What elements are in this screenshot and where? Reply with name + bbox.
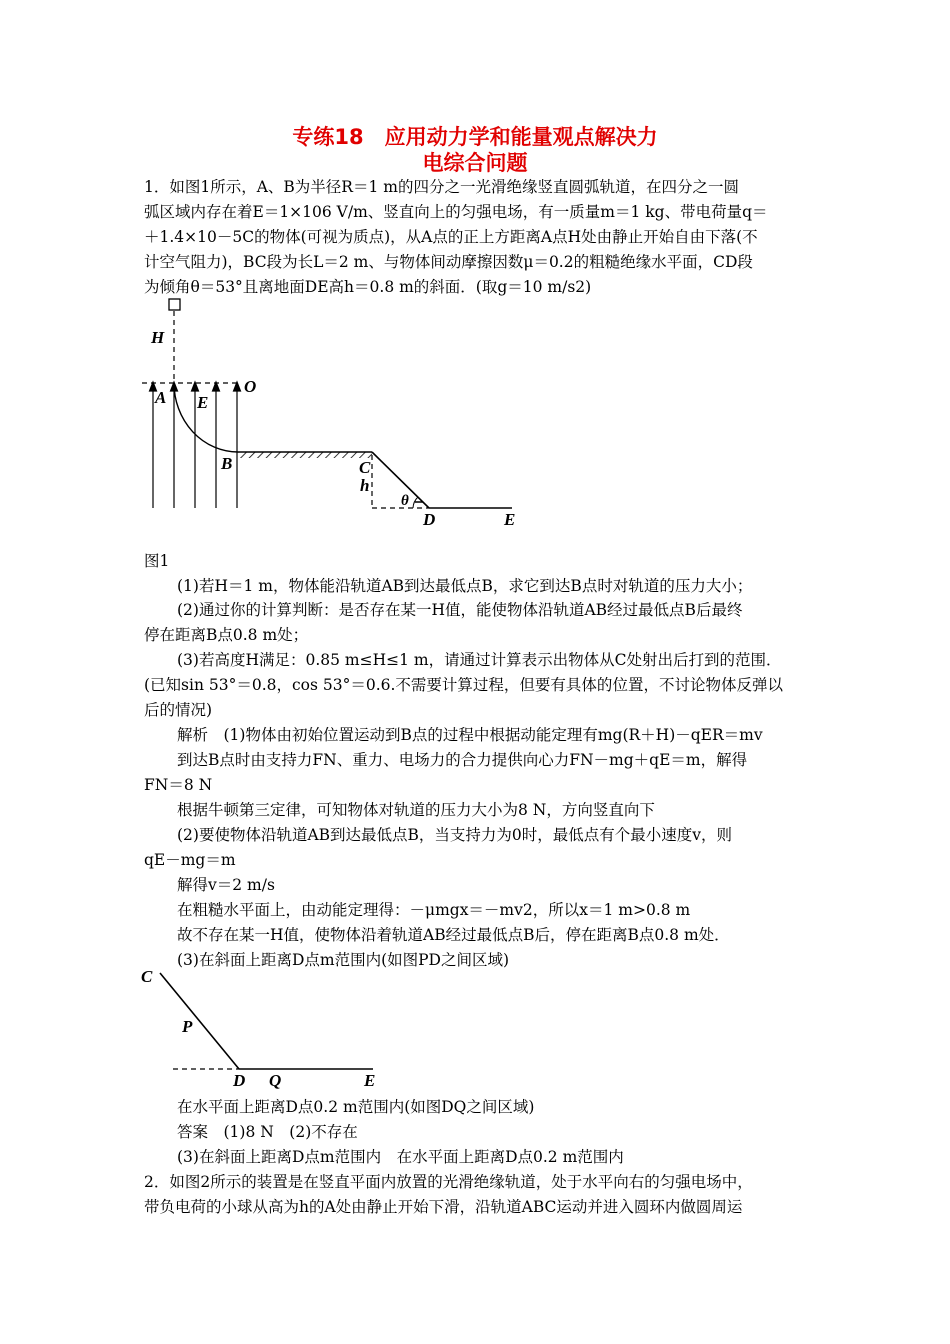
rough-surface [238, 452, 372, 458]
page-title-line2: 电综合问题 [422, 151, 528, 175]
label-C: C [359, 458, 371, 477]
question-line: (1)若H＝1 m，物体能沿轨道AB到达最低点B，求它到达B点时对轨道的压力大小； [177, 577, 753, 595]
analysis-line: 在水平面上距离D点0.2 m范围内(如图DQ之间区域) [177, 1098, 535, 1116]
figure1-diagram [140, 295, 530, 535]
label-O: O [244, 377, 257, 396]
analysis-line: (2)要使物体沿轨道AB到达最低点B，当支持力为0时，最低点有个最小速度v，则 [177, 826, 733, 844]
page-title-line1: 专练18 应用动力学和能量观点解决力 [292, 125, 658, 149]
analysis-line: qE－mg＝m [144, 851, 236, 869]
label-P: P [182, 1017, 193, 1036]
figure2-diagram [135, 965, 395, 1095]
label-E2: E [504, 510, 516, 529]
label-E: E [364, 1071, 376, 1090]
label-H: H [151, 328, 165, 347]
analysis-line: 到达B点时由支持力FN、重力、电场力的合力提供向心力FN－mg＋qE＝m，解得 [177, 751, 748, 769]
question-line: (已知sin 53°＝0.8，cos 53°＝0.6.不需要计算过程，但要有具体的位置，不讨论物体反弹以 [144, 676, 783, 694]
analysis-line: 解得v＝2 m/s [177, 876, 275, 894]
label-D: D [233, 1071, 246, 1090]
analysis-line: 故不存在某一H值，使物体沿着轨道AB经过最低点B后，停在距离B点0.8 m处． [177, 926, 730, 944]
problem2-text-line: 2．如图2所示的装置是在竖直平面内放置的光滑绝缘轨道，处于水平向右的匀强电场中， [144, 1173, 753, 1191]
label-D: D [423, 510, 436, 529]
question-line: 停在距离B点0.8 m处； [144, 626, 309, 644]
problem1-text-line: ＋1.4×10－5C的物体(可视为质点)，从A点的正上方距离A点H处由静止开始自由下落(不 [144, 228, 758, 246]
problem2-text-line: 带负电荷的小球从高为h的A处由静止开始下滑，沿轨道ABC运动并进入圆环内做圆周运 [144, 1198, 743, 1216]
analysis-line: (3)在斜面上距离D点m范围内(如图PD之间区域) [177, 951, 510, 969]
label-C: C [141, 967, 153, 986]
label-A: A [155, 388, 167, 407]
label-B: B [221, 454, 233, 473]
problem1-text-line: 为倾角θ＝53°且离地面DE高h＝0.8 m的斜面．(取g＝10 m/s2) [144, 278, 592, 296]
incline-cd [160, 973, 239, 1069]
analysis-line: 解析 (1)物体由初始位置运动到B点的过程中根据动能定理有mg(R＋H)－qER＝mv [177, 726, 763, 744]
answer-line: (3)在斜面上距离D点m范围内 在水平面上距离D点0.2 m范围内 [177, 1148, 624, 1166]
label-theta: θ [401, 493, 409, 509]
analysis-line: 根据牛顿第三定律，可知物体对轨道的压力大小为8 N，方向竖直向下 [177, 801, 655, 819]
problem1-text-line: 1．如图1所示，A、B为半径R＝1 m的四分之一光滑绝缘竖直圆弧轨道，在四分之一圆 [144, 178, 739, 196]
question-line: (3)若高度H满足：0.85 m≤H≤1 m，请通过计算表示出物体从C处射出后打到的范围． [177, 651, 782, 669]
question-line: 后的情况) [144, 701, 213, 719]
answer-line: 答案 (1)8 N (2)不存在 [177, 1123, 358, 1141]
label-h: h [360, 476, 370, 495]
label-E: E [197, 393, 209, 412]
question-line: (2)通过你的计算判断：是否存在某一H值，能使物体沿轨道AB经过最低点B后最终 [177, 601, 743, 619]
problem1-text-line: 弧区域内存在着E＝1×106 V/m、竖直向上的匀强电场，有一质量m＝1 kg、带电荷量q＝ [144, 203, 768, 221]
analysis-line: 在粗糙水平面上，由动能定理得：－μmgx＝－mv2，所以x＝1 m>0.8 m [177, 901, 691, 919]
analysis-line: FN＝8 N [144, 776, 213, 794]
block-icon [169, 299, 180, 310]
problem1-text-line: 计空气阻力)，BC段为长L＝2 m、与物体间动摩擦因数μ＝0.2的粗糙绝缘水平面，CD段 [144, 253, 753, 271]
label-Q: Q [269, 1071, 282, 1090]
figure1-caption: 图1 [144, 552, 170, 570]
